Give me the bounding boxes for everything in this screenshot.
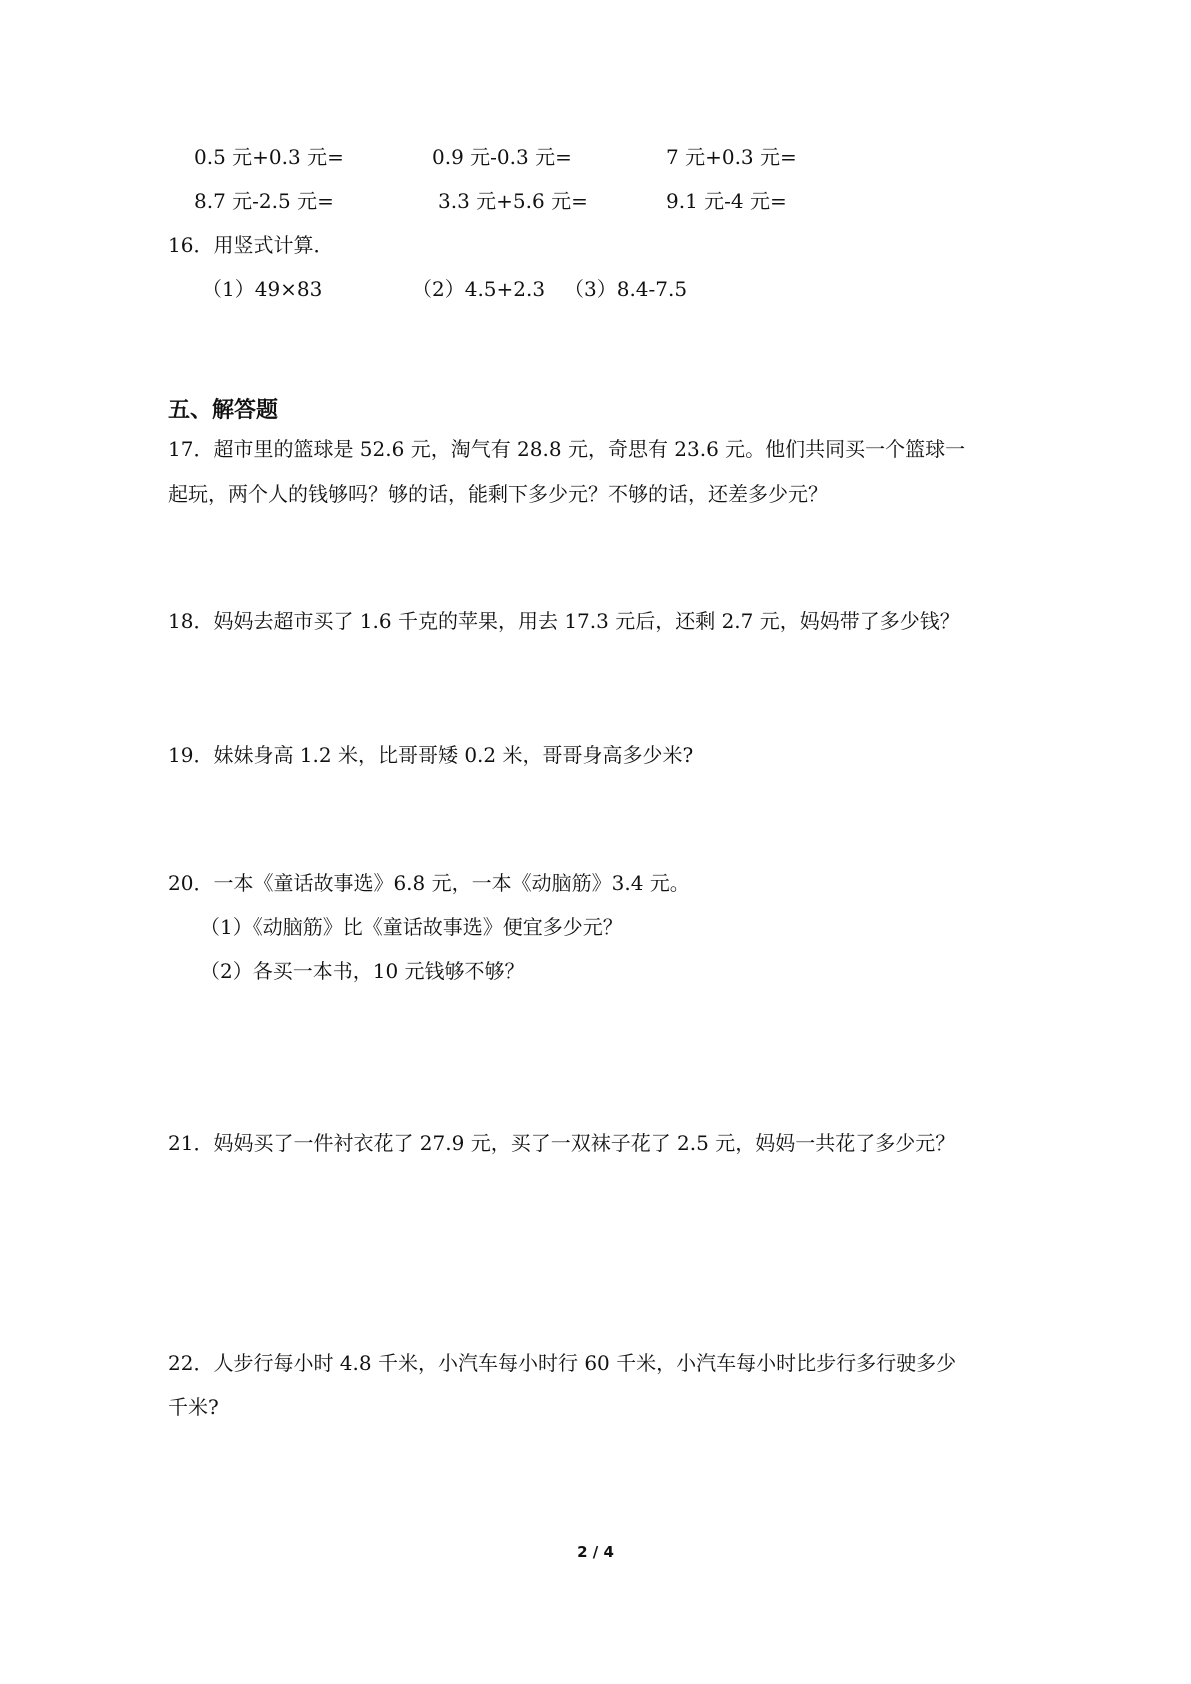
- question-18: 18．妈妈去超市买了 1.6 千克的苹果，用去 17.3 元后，还剩 2.7 元，妈妈带了多少钱？: [168, 609, 960, 633]
- calc-item-1: 0.5 元+0.3 元=: [194, 145, 344, 169]
- question-22-line-1: 22．人步行每小时 4.8 千米，小汽车每小时行 60 千米，小汽车每小时比步行多行驶多少: [168, 1351, 957, 1375]
- question-17-line-2: 起玩，两个人的钱够吗？够的话，能剩下多少元？不够的话，还差多少元？: [168, 482, 828, 506]
- question-16-title: 16．用竖式计算．: [168, 233, 334, 257]
- question-16-item-1: （1）49×83: [202, 277, 323, 301]
- question-19: 19．妹妹身高 1.2 米，比哥哥矮 0.2 米，哥哥身高多少米?: [168, 743, 694, 767]
- section-heading: 五、解答题: [168, 398, 279, 423]
- question-17-line-1: 17．超市里的篮球是 52.6 元，淘气有 28.8 元，奇思有 23.6 元。他们共同买一个篮球一: [168, 437, 966, 461]
- question-20-sub-2: （2）各买一本书，10 元钱够不够？: [200, 959, 525, 983]
- calc-item-6: 9.1 元-4 元=: [666, 189, 787, 213]
- question-16-item-2: （2）4.5+2.3: [412, 277, 546, 301]
- question-22-line-2: 千米?: [168, 1395, 219, 1419]
- question-16-item-3: （3）8.4-7.5: [564, 277, 688, 301]
- question-20-sub-1: （1）《动脑筋》比《童话故事选》便宜多少元？: [200, 915, 623, 939]
- calc-item-3: 7 元+0.3 元=: [666, 145, 797, 169]
- calc-item-5: 3.3 元+5.6 元=: [438, 189, 588, 213]
- page-number: 2 / 4: [577, 1543, 614, 1561]
- calc-item-2: 0.9 元-0.3 元=: [432, 145, 572, 169]
- calc-item-4: 8.7 元-2.5 元=: [194, 189, 334, 213]
- question-21: 21．妈妈买了一件衬衣花了 27.9 元，买了一双袜子花了 2.5 元，妈妈一共花了多少元？: [168, 1131, 956, 1155]
- question-20-title: 20．一本《童话故事选》6.8 元，一本《动脑筋》3.4 元。: [168, 871, 690, 895]
